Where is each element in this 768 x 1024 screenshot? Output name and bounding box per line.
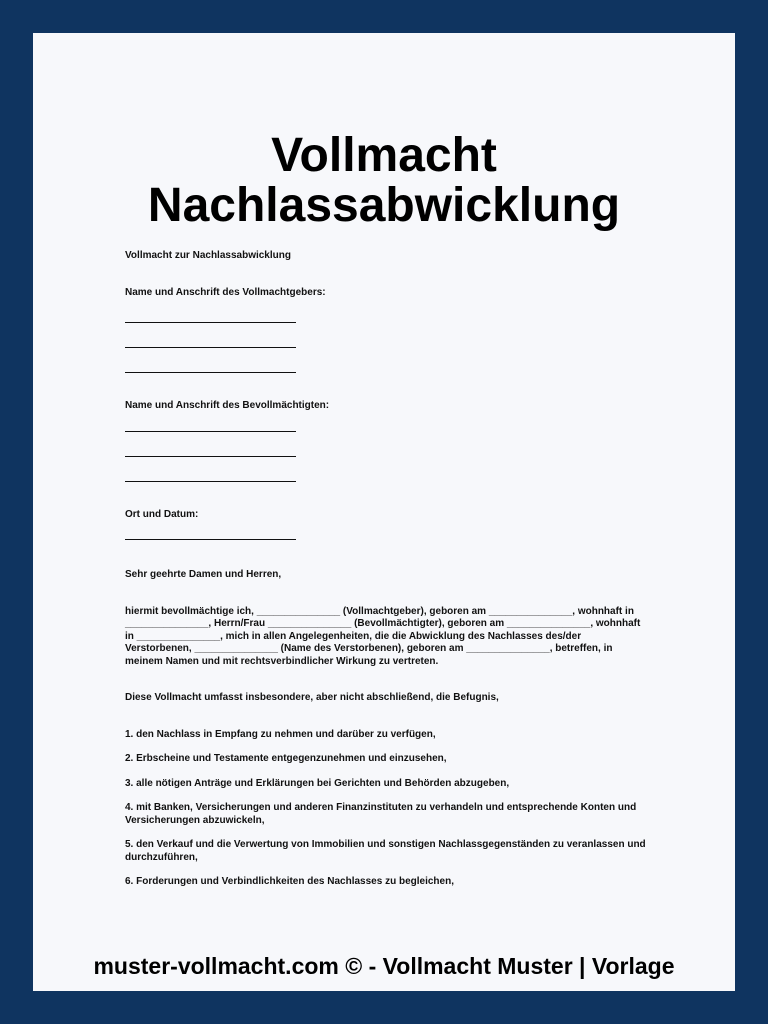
list-item-3: 3. alle nötigen Anträge und Erklärungen bei Gerichten und Behörden abzugeben, xyxy=(125,777,510,789)
document-heading: Vollmacht zur Nachlassabwicklung xyxy=(125,250,291,261)
page-title xyxy=(33,131,735,231)
agent-line-2[interactable] xyxy=(125,456,296,457)
list-item-2: 2. Erbscheine und Testamente entgegenzunehmen und einzusehen, xyxy=(125,753,447,764)
grantor-line-3[interactable] xyxy=(125,372,296,373)
footer-credit: muster-vollmacht.com © - Vollmacht Muster | Vorlage xyxy=(93,953,675,979)
grantor-label: Name und Anschrift des Vollmachtgebers: xyxy=(125,286,326,298)
agent-label: Name und Anschrift des Bevollmächtigten: xyxy=(125,400,330,411)
place-date-label: Ort und Datum: xyxy=(125,508,199,520)
document-body xyxy=(125,250,647,889)
agent-line-3[interactable] xyxy=(125,481,296,482)
grantor-line-1[interactable] xyxy=(125,322,296,323)
title-line-1: Vollmacht xyxy=(271,129,497,182)
list-item-5: 5. den Verkauf und die Verwertung von Immobilien und sonstigen Nachlassgegenständen zu veranlassen und durchzuführen, xyxy=(125,839,646,863)
list-item-4: 4. mit Banken, Versicherungen und anderen Finanzinstituten zu verhandeln und entsprechende Konten und Versicherungen abzuwickeln, xyxy=(125,802,637,826)
title-line-2: Nachlassabwicklung xyxy=(147,179,621,232)
body-paragraph: hiermit bevollmächtige ich, _______________ (Vollmachtgeber), geboren am _______________, wohnhaft in _______________, Herrn/Frau _______________ (Bevollmächtigter), geboren am _______________, wohnhaft in _______________, mich in allen Angelegenheiten, die die Abwicklung des Nachlasses des/der Verstorbenen, _______________ (Name des Verstorbenen), geboren am _______________, betreffen, in meinem Namen und mit rechtsverbindlicher Wirkung zu vertreten. xyxy=(125,605,641,667)
list-item-6: 6. Forderungen und Verbindlichkeiten des Nachlasses zu begleichen, xyxy=(125,876,454,887)
grantor-line-2[interactable] xyxy=(125,347,296,348)
place-date-line[interactable] xyxy=(125,539,296,540)
salutation: Sehr geehrte Damen und Herren, xyxy=(125,569,282,580)
scope-intro: Diese Vollmacht umfasst insbesondere, aber nicht abschließend, die Befugnis, xyxy=(125,692,499,703)
list-item-1: 1. den Nachlass in Empfang zu nehmen und darüber zu verfügen, xyxy=(125,728,436,740)
agent-line-1[interactable] xyxy=(125,431,296,432)
document-page xyxy=(33,33,735,991)
